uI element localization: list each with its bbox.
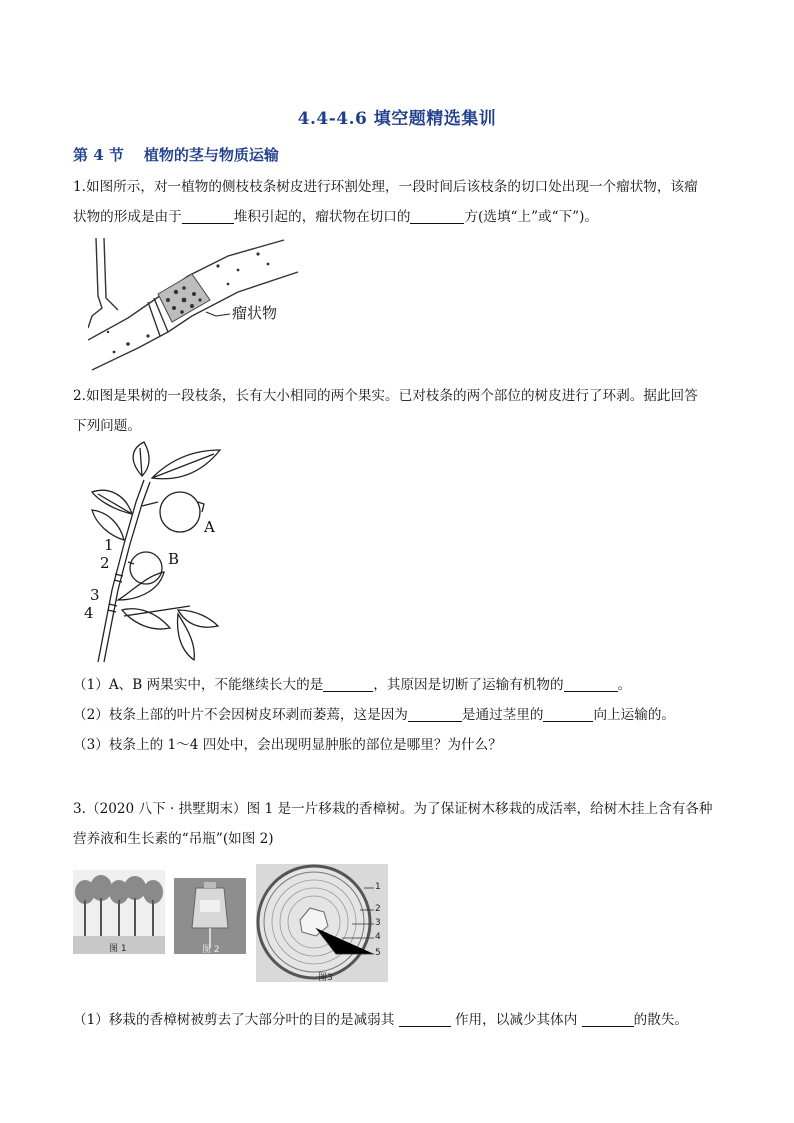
q2-sub2-text-a: （2）枝条上部的叶片不会因树皮环剥而萎蔫，这是因为 xyxy=(73,707,408,723)
q2-sub1-text-a: （1）A、B 两果实中，不能继续长大的是 xyxy=(73,677,324,693)
figure-3-stem-cross-section xyxy=(256,864,388,982)
fruit-b-label: B xyxy=(168,550,180,568)
answer-blank[interactable] xyxy=(543,707,593,722)
q1-text-c: 方(选填“上”或“下”)。 xyxy=(464,209,599,225)
q3-line-1: 3.（2020 八下 · 拱墅期末）图 1 是一片移栽的香樟树。为了保证树木移栽的成活率，给树木挂上含有各种 xyxy=(73,801,713,817)
q2-sub-3: （3）枝条上的 1～4 四处中，会出现明显肿胀的部位是哪里？为什么？ xyxy=(73,737,502,753)
q2-subquestions xyxy=(73,670,723,760)
q2-line-1: 2.如图是果树的一段枝条，长有大小相同的两个果实。已对枝条的两个部位的树皮进行了环剥。据此回答 xyxy=(73,388,698,404)
question-2-text xyxy=(73,381,723,441)
section-heading xyxy=(73,144,279,165)
fruit-a-label: A xyxy=(204,518,215,536)
point-2-label: 2 xyxy=(100,554,110,572)
q1-line-2 xyxy=(73,202,723,232)
q1-line-1: 1.如图所示，对一植物的侧枝枝条树皮进行环割处理，一段时间后该枝条的切口处出现一个瘤状物，该瘤 xyxy=(73,179,698,195)
q2-sub1-text-b: ，其原因是切断了运输有机物的 xyxy=(373,677,564,693)
point-3-label: 3 xyxy=(90,586,100,604)
answer-blank[interactable] xyxy=(399,1012,451,1027)
document-title: 4.4-4.6 填空题精选集训 xyxy=(297,109,497,129)
q2-line-2: 下列问题。 xyxy=(73,418,141,434)
figure-3-caption: 图3 xyxy=(318,973,333,982)
question-1-text xyxy=(73,172,723,232)
figure-3-label-5: 5 xyxy=(375,948,381,958)
answer-blank[interactable] xyxy=(182,209,234,224)
figure-2-drip-bag-photo xyxy=(174,878,246,954)
figure-3-label-3: 3 xyxy=(375,918,381,928)
q3-sub1-text-c: 的散失。 xyxy=(633,1012,689,1028)
answer-blank[interactable] xyxy=(410,209,464,224)
q2-fruit-branch-figure xyxy=(78,440,228,664)
q1-girdled-branch-figure xyxy=(88,236,308,372)
question-3-text xyxy=(73,794,723,854)
point-4-label: 4 xyxy=(84,604,94,622)
figure-3-label-4: 4 xyxy=(375,932,381,942)
point-1-label: 1 xyxy=(104,536,114,554)
section-number: 第 4 节 xyxy=(73,146,124,164)
tumor-label: 瘤状物 xyxy=(232,304,278,322)
q3-line-2: 营养液和生长素的“吊瓶”(如图 2) xyxy=(73,831,274,847)
q1-text-b: 堆积引起的，瘤状物在切口的 xyxy=(233,209,411,225)
figure-1-caption: 图 1 xyxy=(109,944,127,954)
figure-3-label-1: 1 xyxy=(375,882,381,892)
q2-sub2-text-b: 是通过茎里的 xyxy=(461,707,544,723)
answer-blank[interactable] xyxy=(408,707,462,722)
q3-subquestions xyxy=(73,1005,733,1035)
q1-text-a: 状物的形成是由于 xyxy=(73,209,182,225)
figure-2-caption: 图 2 xyxy=(202,945,220,954)
answer-blank[interactable] xyxy=(564,677,618,692)
q3-sub-1 xyxy=(73,1005,733,1035)
answer-blank[interactable] xyxy=(582,1012,634,1027)
q3-sub1-text-b: 作用，以减少其体内 xyxy=(454,1012,578,1028)
section-name: 植物的茎与物质运输 xyxy=(143,146,279,164)
q2-sub-2 xyxy=(73,700,723,730)
q2-sub1-text-c: 。 xyxy=(617,677,632,693)
figure-1-trees-photo xyxy=(73,870,165,954)
q3-sub1-text-a: （1）移栽的香樟树被剪去了大部分叶的目的是减弱其 xyxy=(73,1012,395,1028)
q2-sub2-text-c: 向上运输的。 xyxy=(593,707,676,723)
figure-3-label-2: 2 xyxy=(375,904,381,914)
answer-blank[interactable] xyxy=(323,677,373,692)
cross-section-drawing xyxy=(256,864,388,982)
fruit-branch-drawing xyxy=(78,440,228,664)
q2-sub-1 xyxy=(73,670,723,700)
